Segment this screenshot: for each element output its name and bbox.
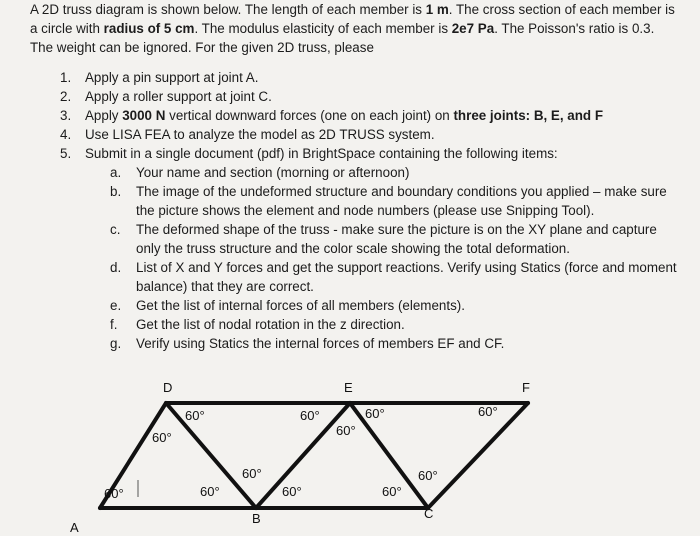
member-radius: radius of 5 cm bbox=[103, 21, 195, 36]
sub-text: Your name and section (morning or afternoon) bbox=[136, 165, 410, 180]
step-number: 3. bbox=[60, 108, 72, 123]
sub-letter: d. bbox=[110, 260, 122, 275]
sub-text: Verify using Statics the internal forces of members EF and CF. bbox=[136, 336, 505, 351]
node-label-B: B bbox=[252, 511, 261, 526]
sub-letter: a. bbox=[110, 165, 122, 180]
sub-item bbox=[110, 163, 680, 182]
node-label-D: D bbox=[163, 380, 173, 395]
step-text-part: vertical downward forces (one on each joint) on bbox=[165, 108, 454, 123]
sub-letter: c. bbox=[110, 222, 121, 237]
node-label-A: A bbox=[70, 520, 79, 535]
step-text bbox=[85, 106, 603, 125]
sub-letter: b. bbox=[110, 184, 122, 199]
sub-letter: e. bbox=[110, 298, 122, 313]
step-number: 4. bbox=[60, 127, 72, 142]
angle-label: 60° bbox=[300, 408, 320, 423]
truss-diagram bbox=[0, 370, 700, 536]
step-item bbox=[60, 87, 680, 106]
step-text-part: Apply bbox=[85, 108, 123, 123]
sub-item bbox=[110, 182, 680, 220]
step-text: Use LISA FEA to analyze the model as 2D TRUSS system. bbox=[85, 127, 435, 142]
sub-item bbox=[110, 296, 680, 315]
member-length: 1 m bbox=[425, 2, 449, 17]
sub-text: The image of the undeformed structure and boundary conditions you applied – make sure the picture shows the element and node numbers (please use Snipping Tool). bbox=[136, 184, 667, 218]
node-label-F: F bbox=[522, 380, 530, 395]
intro-text-4: . The Poisson's ratio is 0.3. The weight can be ignored. For the given 2D truss, please bbox=[30, 21, 655, 55]
intro-text-3: . The modulus elasticity of each member is bbox=[194, 21, 452, 36]
angle-label: 60° bbox=[382, 484, 402, 499]
step-item bbox=[60, 68, 680, 87]
step-number: 5. bbox=[60, 146, 72, 161]
step-item bbox=[60, 144, 680, 163]
node-label-E: E bbox=[344, 380, 353, 395]
step-item bbox=[60, 125, 680, 144]
angle-label: 60° bbox=[242, 466, 262, 481]
modulus-value: 2e7 Pa bbox=[451, 21, 495, 36]
intro-text-1: A 2D truss diagram is shown below. The length of each member is bbox=[30, 2, 426, 17]
intro-paragraph bbox=[30, 0, 680, 57]
sub-letter: f. bbox=[110, 317, 118, 332]
step-item bbox=[60, 106, 680, 125]
angle-label: 60° bbox=[282, 484, 302, 499]
angle-label: 60° bbox=[418, 468, 438, 483]
step-list bbox=[60, 68, 680, 353]
sub-letter: g. bbox=[110, 336, 122, 351]
sub-item bbox=[110, 315, 680, 334]
angle-label: 60° bbox=[478, 404, 498, 419]
angle-label: 60° bbox=[200, 484, 220, 499]
sub-text: The deformed shape of the truss - make sure the picture is on the XY plane and capture only the truss structure and the color scale showing the total deformation. bbox=[136, 222, 657, 256]
step-text: Submit in a single document (pdf) in BrightSpace containing the following items: bbox=[85, 146, 558, 161]
sub-text: List of X and Y forces and get the support reactions. Verify using Statics (force and moment balance) that they are correct. bbox=[136, 260, 677, 294]
angle-label: 60° bbox=[336, 423, 356, 438]
sub-text: Get the list of internal forces of all members (elements). bbox=[136, 298, 465, 313]
angle-label: 60° bbox=[365, 406, 385, 421]
step-text: Apply a roller support at joint C. bbox=[85, 89, 272, 104]
sub-item bbox=[110, 334, 680, 353]
sub-text: Get the list of nodal rotation in the z direction. bbox=[136, 317, 405, 332]
angle-label: 60° bbox=[152, 430, 172, 445]
force-value: 3000 N bbox=[122, 108, 166, 123]
sub-item bbox=[110, 258, 680, 296]
angle-label: 60° bbox=[185, 408, 205, 423]
step-text: Apply a pin support at joint A. bbox=[85, 70, 259, 85]
intro-text-2: . The cross section of each member is a circle with bbox=[30, 2, 675, 36]
node-label-C: C bbox=[424, 506, 434, 521]
sub-item bbox=[110, 220, 680, 258]
step-number: 2. bbox=[60, 89, 72, 104]
loaded-joints: three joints: B, E, and F bbox=[453, 108, 604, 123]
angle-label: 60° bbox=[104, 486, 124, 501]
step-number: 1. bbox=[60, 70, 72, 85]
